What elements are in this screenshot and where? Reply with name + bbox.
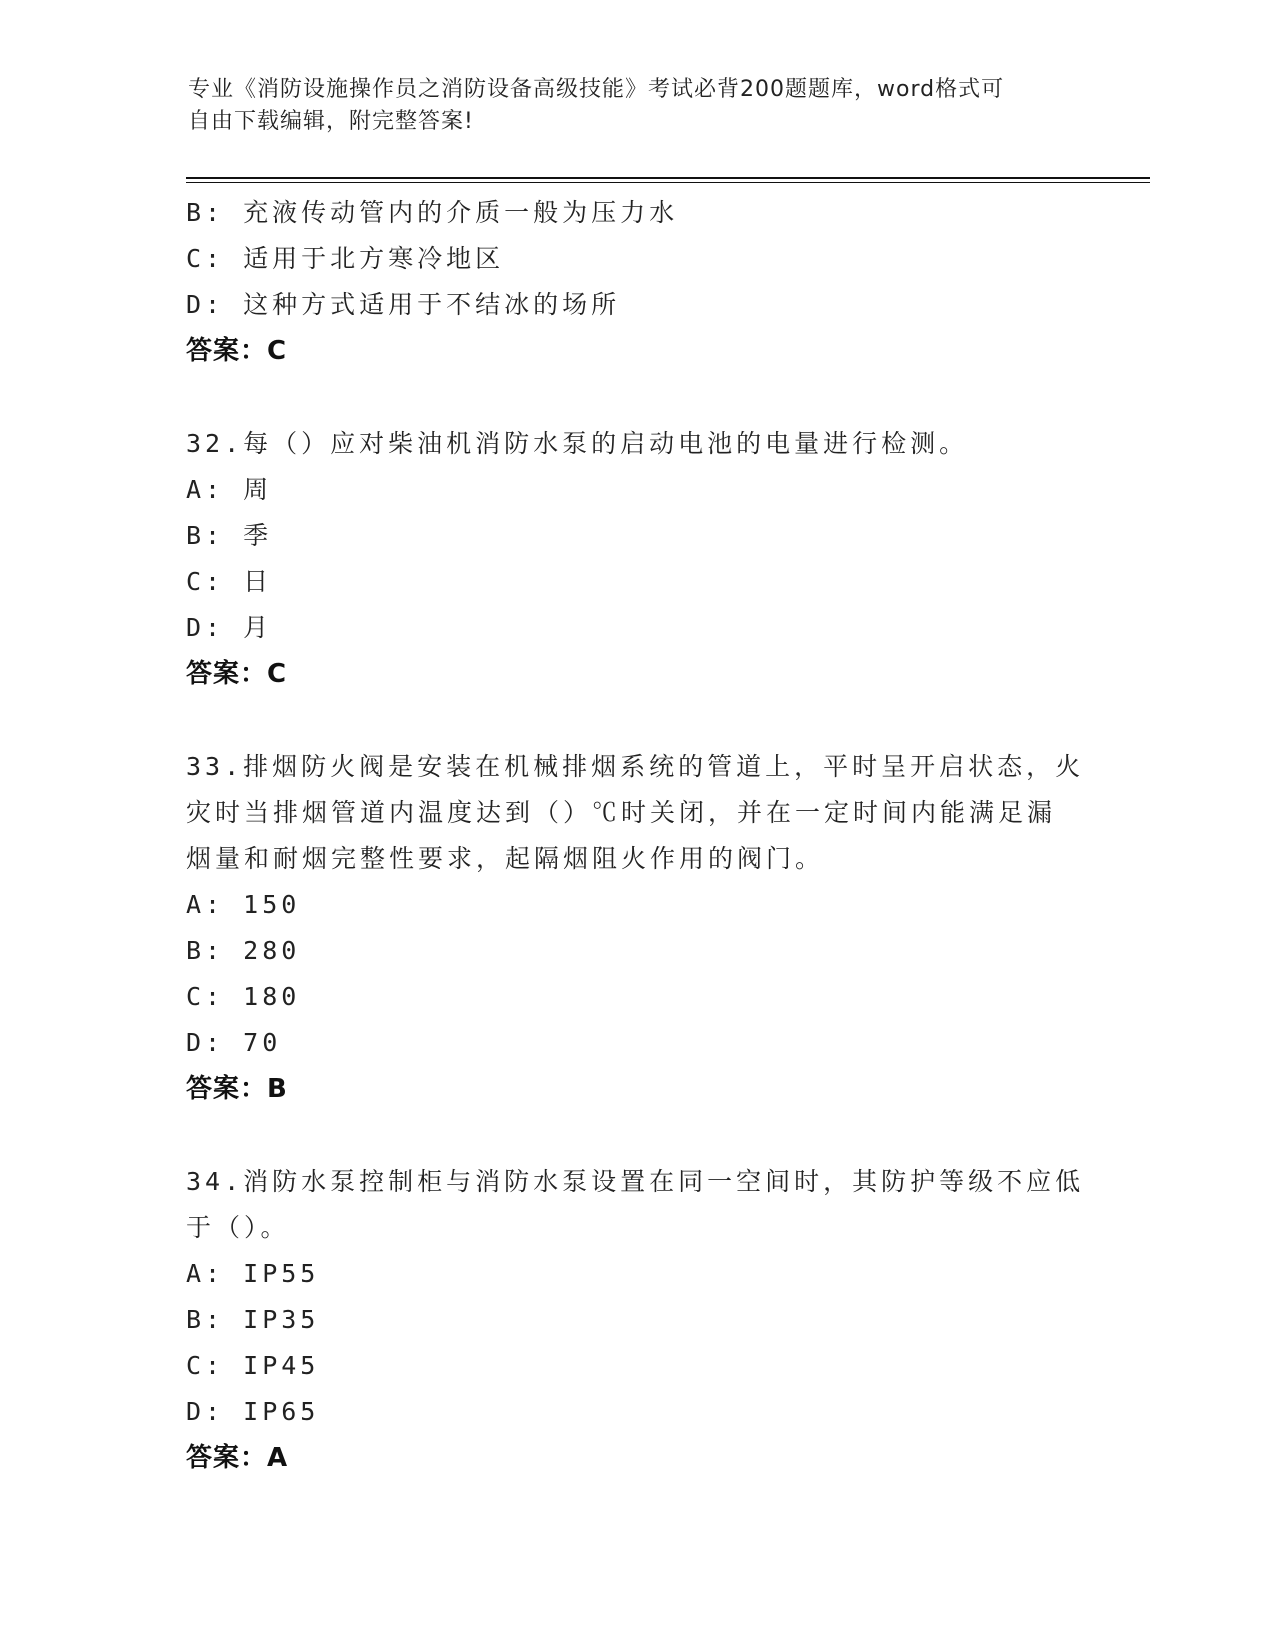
answer: 答案：A <box>186 1443 289 1473</box>
question-34 <box>186 1159 1086 1481</box>
option-c: C: 适用于北方寒冷地区 <box>186 244 505 273</box>
option-b: B: 季 <box>186 521 273 550</box>
option-c: C: 180 <box>186 982 301 1011</box>
answer: 答案：B <box>186 1074 288 1104</box>
option-d: D: 70 <box>186 1028 282 1057</box>
question-33 <box>186 744 1086 1112</box>
option-d: D: 这种方式适用于不结冰的场所 <box>186 290 621 319</box>
question-text-line-3: 烟量和耐烟完整性要求，起隔烟阻火作用的阀门。 <box>186 844 825 873</box>
option-b: B: 280 <box>186 936 301 965</box>
question-text-line-2: 灾时当排烟管道内温度达到（）℃时关闭，并在一定时间内能满足漏 <box>186 798 1057 827</box>
option-c: C: IP45 <box>186 1351 320 1380</box>
answer: 答案：C <box>186 336 288 366</box>
header-divider-thin <box>186 182 1150 183</box>
header-line-1: 专业《消防设施操作员之消防设备高级技能》考试必背200题题库，word格式可 <box>188 77 1005 102</box>
option-a: A: IP55 <box>186 1259 320 1288</box>
option-b: B: IP35 <box>186 1305 320 1334</box>
question-31 <box>186 190 1086 374</box>
question-text-line-1: 33.排烟防火阀是安装在机械排烟系统的管道上，平时呈开启状态，火 <box>186 752 1085 781</box>
header-line-2: 自由下载编辑，附完整答案! <box>188 109 474 134</box>
option-d: D: IP65 <box>186 1397 320 1426</box>
question-text: 32.每（）应对柴油机消防水泵的启动电池的电量进行检测。 <box>186 429 969 458</box>
option-a: A: 150 <box>186 890 301 919</box>
question-32 <box>186 421 1086 697</box>
option-a: A: 周 <box>186 475 273 504</box>
option-c: C: 日 <box>186 567 273 596</box>
header-divider-thick <box>186 177 1150 179</box>
answer: 答案：C <box>186 659 288 689</box>
option-d: D: 月 <box>186 613 273 642</box>
question-text-line-2: 于（）。 <box>186 1213 290 1242</box>
question-text-line-1: 34.消防水泵控制柜与消防水泵设置在同一空间时，其防护等级不应低 <box>186 1167 1085 1196</box>
question-list <box>186 190 1086 1481</box>
document-header <box>188 74 1068 138</box>
spacer <box>186 697 1086 744</box>
spacer <box>186 1112 1086 1159</box>
spacer <box>186 374 1086 421</box>
option-b: B: 充液传动管内的介质一般为压力水 <box>186 198 679 227</box>
